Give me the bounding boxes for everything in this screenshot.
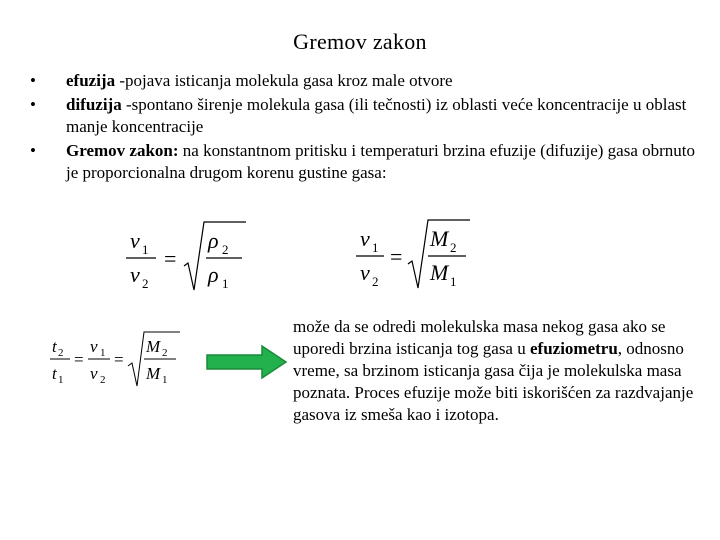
svg-text:1: 1 [450, 274, 457, 289]
svg-text:2: 2 [372, 274, 379, 289]
explanation-text [293, 316, 717, 426]
f1-lhs-den: v [130, 262, 140, 287]
formula-density [120, 218, 250, 298]
svg-text:2: 2 [162, 347, 168, 359]
f2-lhs-num: ν [360, 226, 370, 251]
f1-lhs-num: v [130, 228, 140, 253]
f2-equals: = [390, 244, 403, 269]
svg-text:1: 1 [142, 242, 149, 257]
bullet-list [28, 70, 708, 186]
note-text-end: , odnosno vreme, sa brzinom isticanja gasa čija je molekulska masa poznata. Proces efuzije može biti iskorišćen za razdvajanje gasova iz smeša kao i izotopa. [293, 339, 694, 424]
list-item [28, 70, 708, 92]
term-difuzija: difuzija [66, 95, 122, 114]
note-bold-term: efuziometru [529, 339, 618, 358]
formula-molar-mass [352, 216, 482, 296]
svg-text:1: 1 [222, 276, 229, 291]
svg-text:2: 2 [58, 347, 64, 359]
svg-text:2: 2 [450, 240, 457, 255]
definition-gremov-zakon: na konstantnom pritisku i temperaturi brzina efuzije (difuzije) gasa obrnuto je proporcionalna drugom korenu gustine gasa: [66, 141, 695, 182]
f2-rhs-den: M [430, 260, 449, 285]
f2-lhs-den: ν [360, 260, 370, 285]
svg-text:1: 1 [162, 374, 168, 386]
svg-text:1: 1 [372, 240, 379, 255]
definition-efuzija: -pojava isticanja molekula gasa kroz male otvore [115, 71, 453, 90]
svg-text:1: 1 [58, 374, 64, 386]
right-arrow-icon [206, 344, 288, 380]
definition-difuzija: -spontano širenje molekula gasa (ili tečnosti) iz oblasti veće koncentracije u oblast manje koncentracije [66, 95, 687, 136]
term-gremov-zakon: Gremov zakon: [66, 141, 179, 160]
f3-a-den: t [52, 364, 57, 383]
svg-text:2: 2 [142, 276, 149, 291]
f3-b-den: ν [90, 364, 98, 383]
f2-rhs-num: M [430, 226, 449, 251]
bullet-dot: • [30, 141, 36, 160]
bullet-dot: • [30, 71, 36, 90]
term-efuzija: efuzija [66, 71, 116, 90]
list-item [28, 94, 708, 138]
f3-c-den: M [146, 364, 161, 383]
f3-equals-2: = [114, 350, 124, 369]
f1-rhs-num: ρ [208, 228, 219, 253]
f1-rhs-den: ρ [208, 262, 219, 287]
list-item [28, 140, 708, 184]
svg-text:1: 1 [100, 347, 106, 359]
f1-equals: = [164, 246, 177, 271]
svg-text:2: 2 [222, 242, 229, 257]
f3-b-num: ν [90, 337, 98, 356]
page-title: Gremov zakon [293, 29, 427, 54]
f3-equals-1: = [74, 350, 84, 369]
f3-c-num: M [146, 337, 161, 356]
note-text-start: može da se odredi molekulska masa nekog gasa ako se uporedi brzina isticanja tog gasa u [293, 317, 666, 358]
svg-text:2: 2 [100, 374, 106, 386]
bullet-dot: • [30, 95, 36, 114]
f3-a-num: t [52, 337, 57, 356]
formula-time [46, 326, 186, 392]
